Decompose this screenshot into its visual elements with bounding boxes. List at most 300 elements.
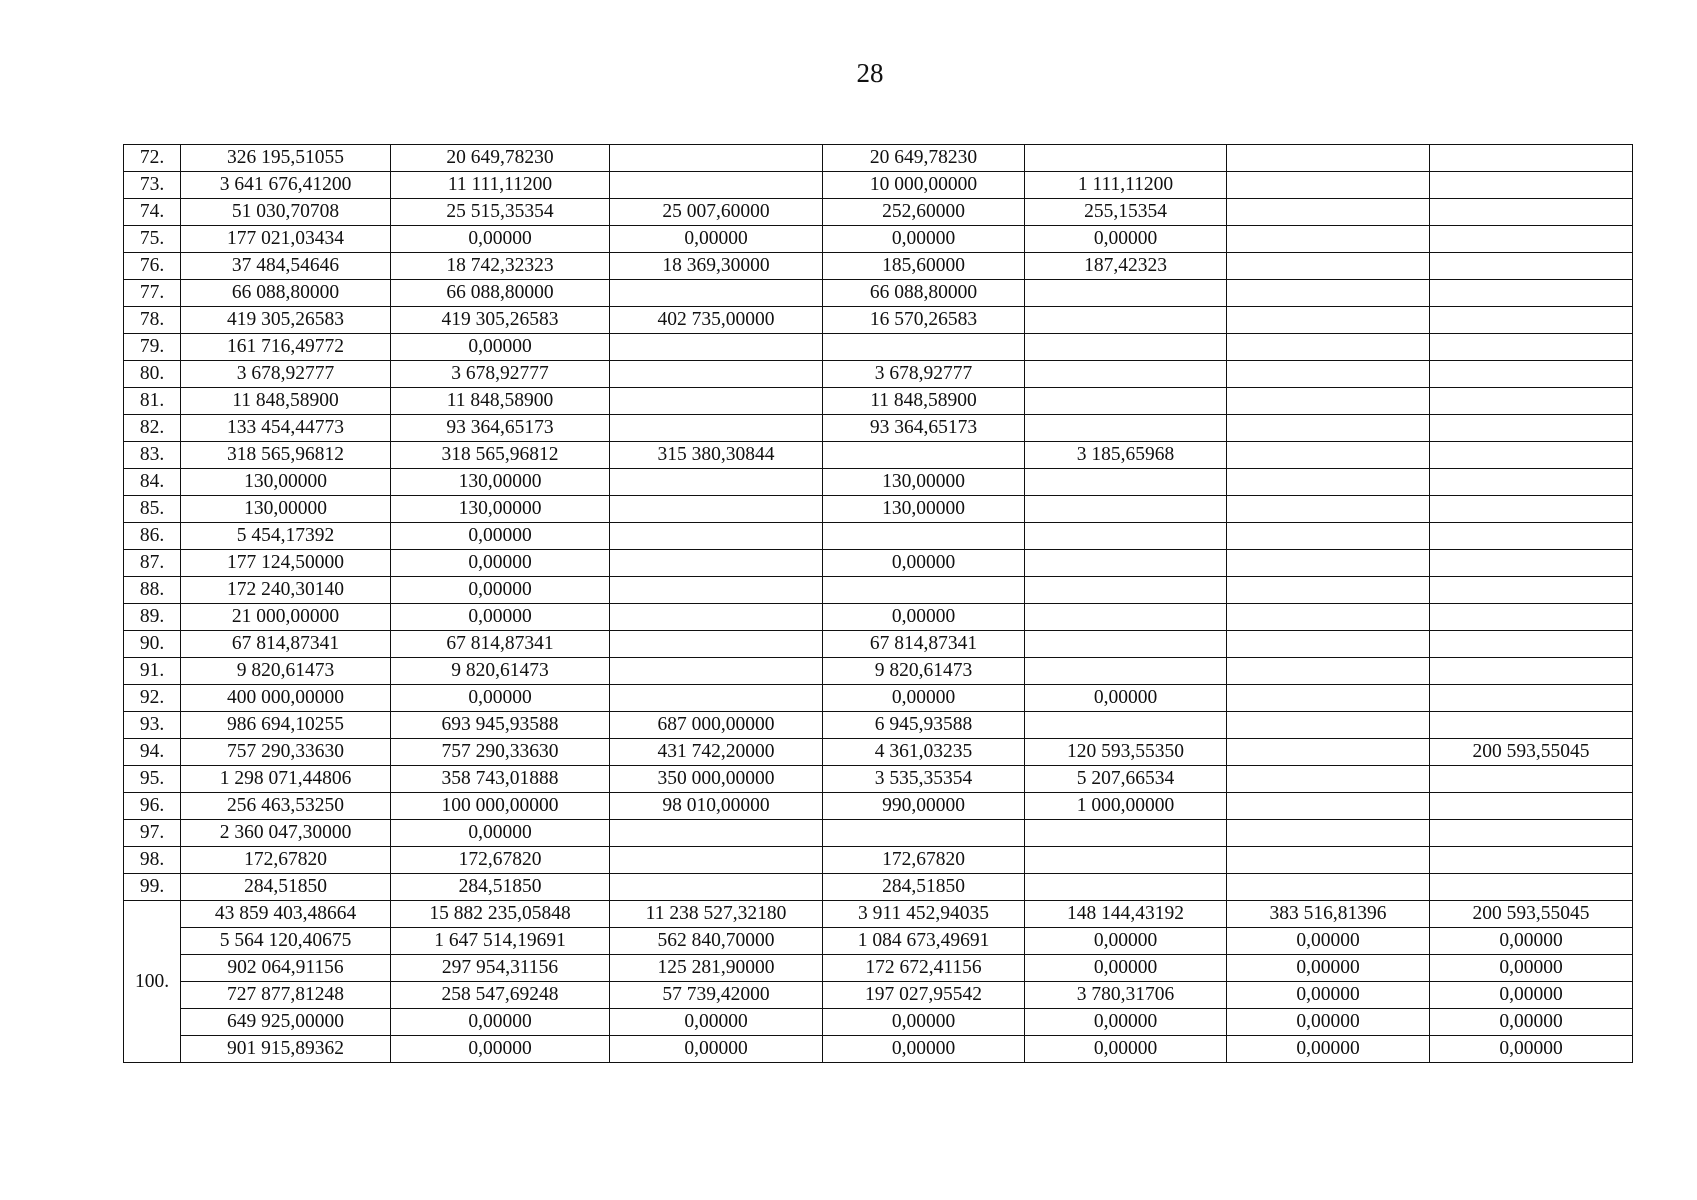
value-cell: 0,00000 <box>1025 226 1227 253</box>
value-cell: 130,00000 <box>181 469 391 496</box>
total-value-cell: 57 739,42000 <box>610 982 823 1009</box>
row-number-cell: 92. <box>124 685 181 712</box>
value-cell: 0,00000 <box>391 334 610 361</box>
value-cell: 4 361,03235 <box>823 739 1025 766</box>
value-cell: 11 848,58900 <box>391 388 610 415</box>
value-cell <box>1025 712 1227 739</box>
value-cell <box>1025 874 1227 901</box>
value-cell: 0,00000 <box>823 685 1025 712</box>
value-cell <box>1430 307 1633 334</box>
value-cell: 3 678,92777 <box>823 361 1025 388</box>
value-cell: 5 454,17392 <box>181 523 391 550</box>
table-row <box>124 226 1633 253</box>
value-cell: 133 454,44773 <box>181 415 391 442</box>
value-cell <box>1227 793 1430 820</box>
value-cell <box>823 577 1025 604</box>
row-number-cell: 78. <box>124 307 181 334</box>
value-cell: 318 565,96812 <box>181 442 391 469</box>
value-cell: 66 088,80000 <box>823 280 1025 307</box>
value-cell <box>1430 334 1633 361</box>
value-cell <box>1025 631 1227 658</box>
value-cell <box>610 631 823 658</box>
value-cell: 358 743,01888 <box>391 766 610 793</box>
value-cell <box>1227 523 1430 550</box>
value-cell: 25 007,60000 <box>610 199 823 226</box>
total-value-cell: 172 672,41156 <box>823 955 1025 982</box>
value-cell <box>1025 415 1227 442</box>
value-cell: 130,00000 <box>391 469 610 496</box>
value-cell <box>1025 577 1227 604</box>
value-cell <box>1227 415 1430 442</box>
value-cell <box>1227 874 1430 901</box>
table-row <box>124 334 1633 361</box>
value-cell <box>1227 280 1430 307</box>
value-cell <box>1227 847 1430 874</box>
value-cell: 120 593,55350 <box>1025 739 1227 766</box>
total-value-cell: 0,00000 <box>1227 1036 1430 1063</box>
value-cell: 172,67820 <box>391 847 610 874</box>
value-cell: 0,00000 <box>391 226 610 253</box>
value-cell: 0,00000 <box>391 820 610 847</box>
total-value-cell: 0,00000 <box>1025 928 1227 955</box>
value-cell: 177 124,50000 <box>181 550 391 577</box>
value-cell: 11 111,11200 <box>391 172 610 199</box>
total-row <box>124 928 1633 955</box>
row-number-cell: 73. <box>124 172 181 199</box>
value-cell: 11 848,58900 <box>823 388 1025 415</box>
total-value-cell: 200 593,55045 <box>1430 901 1633 928</box>
table-row <box>124 766 1633 793</box>
value-cell: 990,00000 <box>823 793 1025 820</box>
table-row <box>124 253 1633 280</box>
value-cell: 66 088,80000 <box>391 280 610 307</box>
total-value-cell: 0,00000 <box>823 1036 1025 1063</box>
value-cell: 51 030,70708 <box>181 199 391 226</box>
value-cell <box>610 415 823 442</box>
total-value-cell: 148 144,43192 <box>1025 901 1227 928</box>
value-cell: 130,00000 <box>181 496 391 523</box>
table-row <box>124 685 1633 712</box>
value-cell <box>1430 496 1633 523</box>
value-cell: 284,51850 <box>823 874 1025 901</box>
value-cell: 284,51850 <box>181 874 391 901</box>
value-cell: 200 593,55045 <box>1430 739 1633 766</box>
table-row <box>124 280 1633 307</box>
total-value-cell: 0,00000 <box>1227 928 1430 955</box>
total-value-cell: 258 547,69248 <box>391 982 610 1009</box>
total-value-cell: 0,00000 <box>1430 955 1633 982</box>
table-row <box>124 361 1633 388</box>
table-row <box>124 631 1633 658</box>
value-cell <box>1227 226 1430 253</box>
total-value-cell: 0,00000 <box>1430 982 1633 1009</box>
value-cell <box>1025 604 1227 631</box>
total-value-cell: 297 954,31156 <box>391 955 610 982</box>
value-cell: 252,60000 <box>823 199 1025 226</box>
value-cell <box>1227 469 1430 496</box>
value-cell: 3 641 676,41200 <box>181 172 391 199</box>
value-cell: 284,51850 <box>391 874 610 901</box>
row-number-cell: 94. <box>124 739 181 766</box>
value-cell <box>610 469 823 496</box>
table-row <box>124 496 1633 523</box>
value-cell <box>823 442 1025 469</box>
value-cell <box>1430 361 1633 388</box>
value-cell: 18 369,30000 <box>610 253 823 280</box>
value-cell: 0,00000 <box>823 550 1025 577</box>
value-cell: 67 814,87341 <box>391 631 610 658</box>
value-cell <box>1430 577 1633 604</box>
value-cell <box>1227 739 1430 766</box>
value-cell <box>1430 874 1633 901</box>
row-number-cell: 81. <box>124 388 181 415</box>
value-cell: 0,00000 <box>391 685 610 712</box>
value-cell <box>1430 820 1633 847</box>
row-number-cell: 79. <box>124 334 181 361</box>
value-cell: 67 814,87341 <box>181 631 391 658</box>
row-number-cell: 97. <box>124 820 181 847</box>
value-cell: 9 820,61473 <box>823 658 1025 685</box>
value-cell <box>1227 604 1430 631</box>
value-cell: 315 380,30844 <box>610 442 823 469</box>
value-cell <box>610 847 823 874</box>
table-row <box>124 172 1633 199</box>
table-row <box>124 739 1633 766</box>
total-row <box>124 955 1633 982</box>
page-number: 28 <box>856 58 884 88</box>
table-row <box>124 820 1633 847</box>
value-cell <box>1430 388 1633 415</box>
value-cell <box>1227 496 1430 523</box>
total-value-cell: 0,00000 <box>1430 1009 1633 1036</box>
value-cell <box>610 361 823 388</box>
value-cell: 93 364,65173 <box>823 415 1025 442</box>
value-cell <box>1025 820 1227 847</box>
value-cell: 687 000,00000 <box>610 712 823 739</box>
total-value-cell: 0,00000 <box>391 1009 610 1036</box>
value-cell <box>610 172 823 199</box>
value-cell: 66 088,80000 <box>181 280 391 307</box>
value-cell: 3 678,92777 <box>181 361 391 388</box>
total-value-cell: 0,00000 <box>1025 1009 1227 1036</box>
value-cell <box>610 145 823 172</box>
table-row <box>124 604 1633 631</box>
value-cell: 0,00000 <box>823 226 1025 253</box>
value-cell: 177 021,03434 <box>181 226 391 253</box>
value-cell: 93 364,65173 <box>391 415 610 442</box>
value-cell: 3 678,92777 <box>391 361 610 388</box>
value-cell <box>1227 658 1430 685</box>
value-cell <box>823 523 1025 550</box>
value-cell <box>1430 685 1633 712</box>
value-cell: 419 305,26583 <box>181 307 391 334</box>
value-cell <box>1430 523 1633 550</box>
value-cell <box>1025 334 1227 361</box>
table-row <box>124 199 1633 226</box>
row-number-cell: 84. <box>124 469 181 496</box>
value-cell: 10 000,00000 <box>823 172 1025 199</box>
row-number-cell: 76. <box>124 253 181 280</box>
row-number-cell: 75. <box>124 226 181 253</box>
total-row <box>124 1036 1633 1063</box>
value-cell: 757 290,33630 <box>391 739 610 766</box>
value-cell <box>1227 307 1430 334</box>
value-cell: 187,42323 <box>1025 253 1227 280</box>
total-row <box>124 901 1633 928</box>
value-cell <box>1227 334 1430 361</box>
value-cell: 20 649,78230 <box>391 145 610 172</box>
value-cell <box>1430 145 1633 172</box>
total-value-cell: 383 516,81396 <box>1227 901 1430 928</box>
value-cell <box>1227 766 1430 793</box>
row-number-cell: 72. <box>124 145 181 172</box>
value-cell <box>1227 712 1430 739</box>
value-cell: 130,00000 <box>823 469 1025 496</box>
row-number-cell: 93. <box>124 712 181 739</box>
value-cell: 0,00000 <box>391 604 610 631</box>
value-cell <box>1025 523 1227 550</box>
value-cell <box>1430 793 1633 820</box>
value-cell: 37 484,54646 <box>181 253 391 280</box>
value-cell: 757 290,33630 <box>181 739 391 766</box>
value-cell: 130,00000 <box>823 496 1025 523</box>
total-value-cell: 0,00000 <box>1025 1036 1227 1063</box>
total-value-cell: 5 564 120,40675 <box>181 928 391 955</box>
value-cell: 402 735,00000 <box>610 307 823 334</box>
total-value-cell: 1 647 514,19691 <box>391 928 610 955</box>
value-cell <box>1430 253 1633 280</box>
value-cell <box>1227 631 1430 658</box>
value-cell <box>1430 226 1633 253</box>
table-row <box>124 145 1633 172</box>
row-number-cell: 86. <box>124 523 181 550</box>
total-value-cell: 727 877,81248 <box>181 982 391 1009</box>
value-cell: 318 565,96812 <box>391 442 610 469</box>
value-cell <box>1227 172 1430 199</box>
row-number-cell: 91. <box>124 658 181 685</box>
value-cell <box>1227 685 1430 712</box>
total-value-cell: 901 915,89362 <box>181 1036 391 1063</box>
row-number-cell: 87. <box>124 550 181 577</box>
table-row <box>124 712 1633 739</box>
value-cell: 185,60000 <box>823 253 1025 280</box>
row-number-cell: 74. <box>124 199 181 226</box>
value-cell <box>610 658 823 685</box>
table-row <box>124 442 1633 469</box>
value-cell <box>610 820 823 847</box>
value-cell <box>610 604 823 631</box>
value-cell <box>1227 820 1430 847</box>
total-value-cell: 0,00000 <box>610 1009 823 1036</box>
row-number-cell: 83. <box>124 442 181 469</box>
value-cell: 172 240,30140 <box>181 577 391 604</box>
row-number-cell: 99. <box>124 874 181 901</box>
value-cell: 0,00000 <box>391 550 610 577</box>
value-cell: 100 000,00000 <box>391 793 610 820</box>
total-value-cell: 0,00000 <box>1227 955 1430 982</box>
value-cell: 172,67820 <box>181 847 391 874</box>
value-cell <box>1430 280 1633 307</box>
value-cell <box>1025 847 1227 874</box>
value-cell: 3 535,35354 <box>823 766 1025 793</box>
value-cell <box>1227 361 1430 388</box>
table-row <box>124 307 1633 334</box>
value-cell <box>1025 361 1227 388</box>
value-cell: 0,00000 <box>391 577 610 604</box>
value-cell: 0,00000 <box>823 604 1025 631</box>
value-cell <box>610 388 823 415</box>
value-cell: 9 820,61473 <box>181 658 391 685</box>
table-row <box>124 577 1633 604</box>
value-cell <box>1025 550 1227 577</box>
value-cell: 25 515,35354 <box>391 199 610 226</box>
total-value-cell: 0,00000 <box>610 1036 823 1063</box>
value-cell <box>1227 577 1430 604</box>
value-cell: 350 000,00000 <box>610 766 823 793</box>
value-cell <box>1430 604 1633 631</box>
value-cell <box>1430 712 1633 739</box>
value-cell: 2 360 047,30000 <box>181 820 391 847</box>
value-cell: 1 111,11200 <box>1025 172 1227 199</box>
value-cell <box>610 280 823 307</box>
value-cell: 16 570,26583 <box>823 307 1025 334</box>
value-cell <box>1025 280 1227 307</box>
total-value-cell: 3 911 452,94035 <box>823 901 1025 928</box>
total-value-cell: 11 238 527,32180 <box>610 901 823 928</box>
value-cell <box>1227 199 1430 226</box>
total-value-cell: 1 084 673,49691 <box>823 928 1025 955</box>
value-cell <box>1227 145 1430 172</box>
value-cell: 20 649,78230 <box>823 145 1025 172</box>
table-row <box>124 469 1633 496</box>
value-cell: 18 742,32323 <box>391 253 610 280</box>
total-value-cell: 0,00000 <box>823 1009 1025 1036</box>
value-cell <box>610 334 823 361</box>
value-cell: 67 814,87341 <box>823 631 1025 658</box>
value-cell: 986 694,10255 <box>181 712 391 739</box>
total-value-cell: 0,00000 <box>391 1036 610 1063</box>
total-value-cell: 649 925,00000 <box>181 1009 391 1036</box>
total-value-cell: 0,00000 <box>1227 982 1430 1009</box>
value-cell: 3 185,65968 <box>1025 442 1227 469</box>
table-row <box>124 658 1633 685</box>
value-cell <box>1430 442 1633 469</box>
row-number-cell: 96. <box>124 793 181 820</box>
row-number-cell: 89. <box>124 604 181 631</box>
value-cell: 419 305,26583 <box>391 307 610 334</box>
table-row <box>124 523 1633 550</box>
value-cell: 693 945,93588 <box>391 712 610 739</box>
value-cell <box>1430 199 1633 226</box>
value-cell: 0,00000 <box>610 226 823 253</box>
value-cell: 98 010,00000 <box>610 793 823 820</box>
table-row <box>124 874 1633 901</box>
value-cell: 130,00000 <box>391 496 610 523</box>
table-row <box>124 550 1633 577</box>
value-cell <box>1430 415 1633 442</box>
value-cell: 9 820,61473 <box>391 658 610 685</box>
total-value-cell: 3 780,31706 <box>1025 982 1227 1009</box>
table-body <box>124 145 1633 1063</box>
row-number-cell: 95. <box>124 766 181 793</box>
table-row <box>124 388 1633 415</box>
value-cell <box>1430 766 1633 793</box>
total-value-cell: 0,00000 <box>1430 928 1633 955</box>
total-value-cell: 15 882 235,05848 <box>391 901 610 928</box>
row-number-cell: 90. <box>124 631 181 658</box>
value-cell <box>1025 469 1227 496</box>
value-cell <box>1430 172 1633 199</box>
table-row <box>124 793 1633 820</box>
value-cell <box>1430 550 1633 577</box>
value-cell: 0,00000 <box>1025 685 1227 712</box>
total-number-cell: 100. <box>124 901 181 1063</box>
data-table <box>123 144 1633 1063</box>
value-cell <box>1227 550 1430 577</box>
value-cell <box>610 874 823 901</box>
value-cell: 400 000,00000 <box>181 685 391 712</box>
total-value-cell: 125 281,90000 <box>610 955 823 982</box>
total-value-cell: 0,00000 <box>1430 1036 1633 1063</box>
value-cell: 172,67820 <box>823 847 1025 874</box>
row-number-cell: 82. <box>124 415 181 442</box>
row-number-cell: 77. <box>124 280 181 307</box>
value-cell: 0,00000 <box>391 523 610 550</box>
value-cell: 21 000,00000 <box>181 604 391 631</box>
value-cell: 431 742,20000 <box>610 739 823 766</box>
total-row <box>124 1009 1633 1036</box>
value-cell <box>610 550 823 577</box>
total-value-cell: 0,00000 <box>1227 1009 1430 1036</box>
total-row <box>124 982 1633 1009</box>
value-cell <box>823 820 1025 847</box>
total-value-cell: 0,00000 <box>1025 955 1227 982</box>
value-cell <box>1430 469 1633 496</box>
value-cell <box>610 523 823 550</box>
value-cell <box>1227 253 1430 280</box>
value-cell <box>1025 145 1227 172</box>
row-number-cell: 80. <box>124 361 181 388</box>
value-cell <box>1227 388 1430 415</box>
value-cell <box>1430 658 1633 685</box>
value-cell <box>1025 496 1227 523</box>
value-cell <box>1227 442 1430 469</box>
value-cell <box>610 577 823 604</box>
value-cell <box>1025 307 1227 334</box>
value-cell: 6 945,93588 <box>823 712 1025 739</box>
row-number-cell: 98. <box>124 847 181 874</box>
value-cell: 11 848,58900 <box>181 388 391 415</box>
value-cell: 256 463,53250 <box>181 793 391 820</box>
value-cell <box>1430 631 1633 658</box>
value-cell <box>610 685 823 712</box>
value-cell <box>823 334 1025 361</box>
total-value-cell: 902 064,91156 <box>181 955 391 982</box>
table-row <box>124 415 1633 442</box>
value-cell: 161 716,49772 <box>181 334 391 361</box>
total-value-cell: 43 859 403,48664 <box>181 901 391 928</box>
total-value-cell: 562 840,70000 <box>610 928 823 955</box>
table-row <box>124 847 1633 874</box>
value-cell: 5 207,66534 <box>1025 766 1227 793</box>
value-cell: 255,15354 <box>1025 199 1227 226</box>
total-value-cell: 197 027,95542 <box>823 982 1025 1009</box>
value-cell <box>1025 388 1227 415</box>
value-cell <box>610 496 823 523</box>
row-number-cell: 85. <box>124 496 181 523</box>
value-cell: 1 298 071,44806 <box>181 766 391 793</box>
row-number-cell: 88. <box>124 577 181 604</box>
